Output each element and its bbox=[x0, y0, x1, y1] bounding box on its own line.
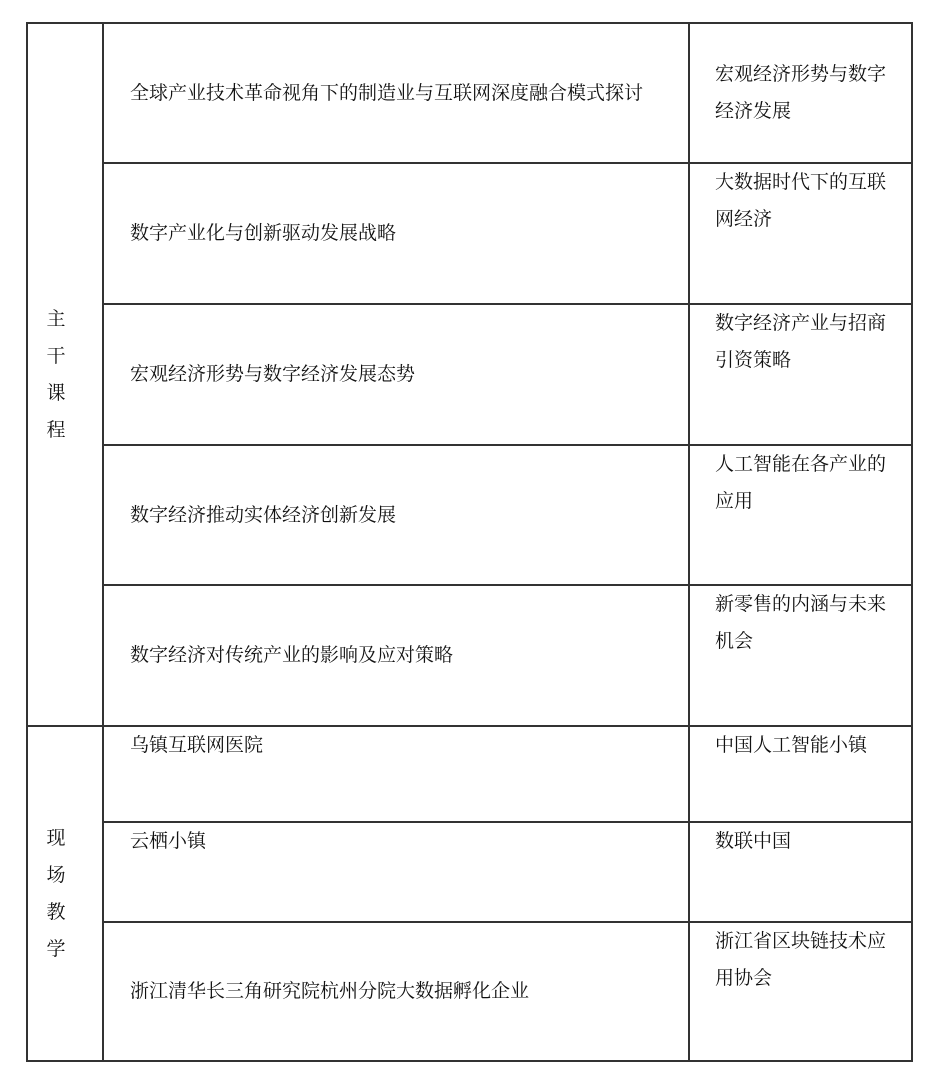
course-cell-left: 云栖小镇 bbox=[103, 822, 689, 922]
course-cell-right: 新零售的内涵与未来机会 bbox=[689, 585, 912, 726]
table-row bbox=[27, 163, 912, 304]
course-cell-left: 全球产业技术革命视角下的制造业与互联网深度融合模式探讨 bbox=[103, 23, 689, 163]
course-cell-right: 浙江省区块链技术应用协会 bbox=[689, 922, 912, 1061]
table-row bbox=[27, 585, 912, 726]
course-cell-right: 大数据时代下的互联网经济 bbox=[689, 163, 912, 304]
course-cell-left: 数字经济对传统产业的影响及应对策略 bbox=[103, 585, 689, 726]
table-row bbox=[27, 726, 912, 822]
course-cell-left: 乌镇互联网医院 bbox=[103, 726, 689, 822]
course-cell-left: 数字经济推动实体经济创新发展 bbox=[103, 445, 689, 585]
section-label-main-courses bbox=[27, 23, 103, 726]
table-row bbox=[27, 922, 912, 1061]
course-cell-left: 浙江清华长三角研究院杭州分院大数据孵化企业 bbox=[103, 922, 689, 1061]
table-row bbox=[27, 304, 912, 445]
course-cell-right: 数字经济产业与招商引资策略 bbox=[689, 304, 912, 445]
section-label-text: 现场教学 bbox=[46, 826, 66, 960]
course-table bbox=[26, 22, 913, 1062]
table-row bbox=[27, 23, 912, 163]
course-cell-left: 宏观经济形势与数字经济发展态势 bbox=[103, 304, 689, 445]
course-cell-left: 数字产业化与创新驱动发展战略 bbox=[103, 163, 689, 304]
course-cell-right: 数联中国 bbox=[689, 822, 912, 922]
table-row bbox=[27, 822, 912, 922]
course-cell-right: 宏观经济形势与数字经济发展 bbox=[689, 23, 912, 163]
section-label-field-teaching bbox=[27, 726, 103, 1061]
course-cell-right: 中国人工智能小镇 bbox=[689, 726, 912, 822]
table-row bbox=[27, 445, 912, 585]
section-label-text: 主干课程 bbox=[46, 307, 66, 441]
course-cell-right: 人工智能在各产业的应用 bbox=[689, 445, 912, 585]
